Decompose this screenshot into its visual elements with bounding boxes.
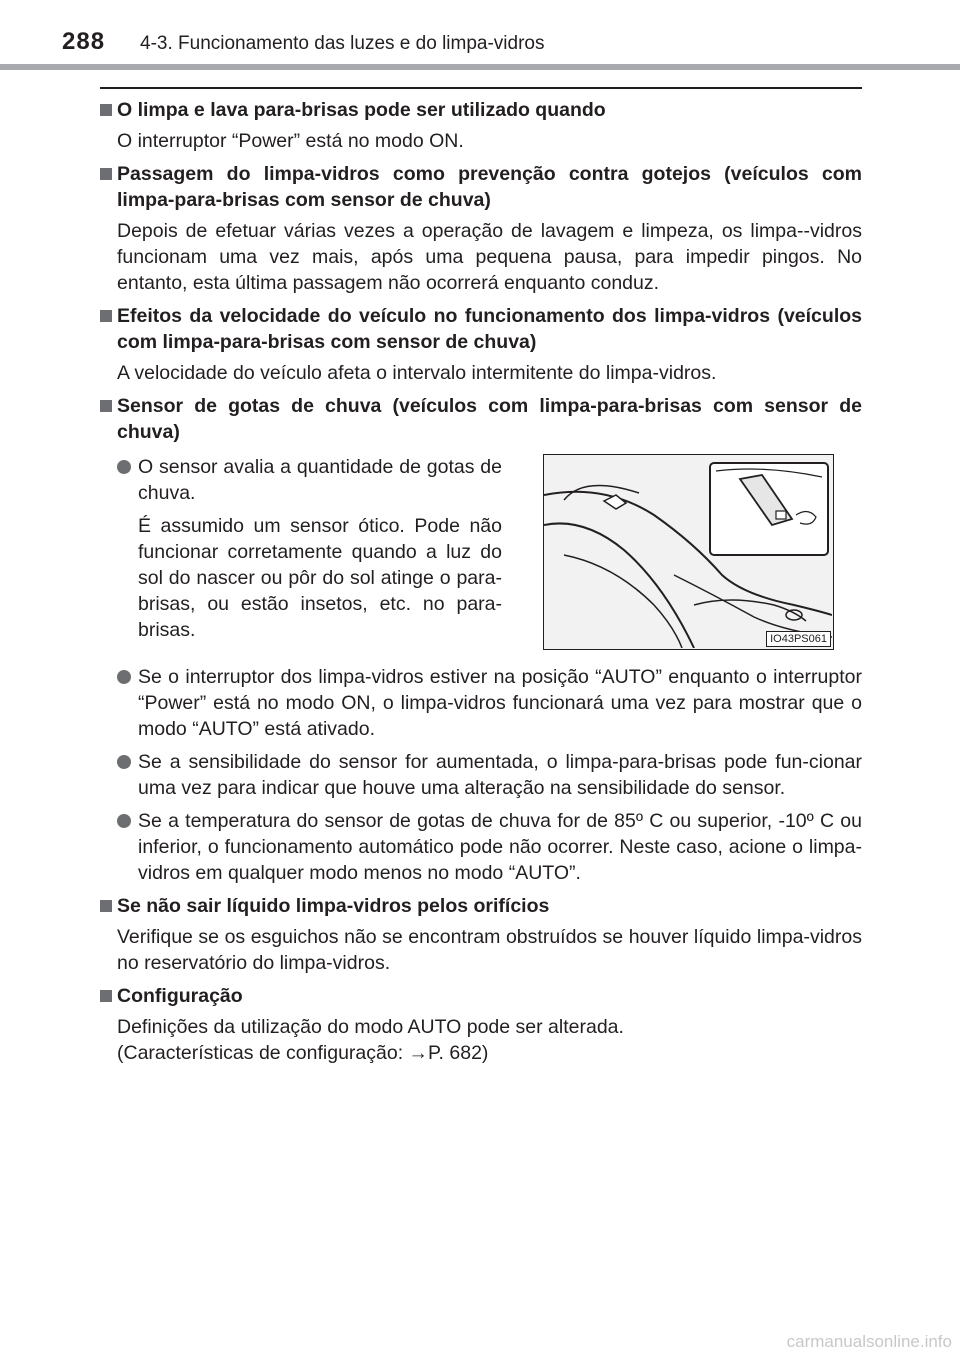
round-bullet-icon <box>117 814 131 828</box>
watermark: carmanualsonline.info <box>786 1332 952 1351</box>
section-heading-text: Sensor de gotas de chuva (veículos com limpa-para-brisas com sensor de chuva) <box>117 395 862 443</box>
section-heading <box>100 983 862 1009</box>
section-heading <box>100 97 862 123</box>
car-windshield-illustration <box>544 455 832 648</box>
section-heading <box>100 393 862 445</box>
section-heading-text: O limpa e lava para-brisas pode ser utilizado quando <box>117 99 606 121</box>
rain-sensor-figure <box>543 454 834 650</box>
round-bullet-icon <box>117 755 131 769</box>
section-heading <box>100 161 862 213</box>
header-rule <box>0 64 960 70</box>
square-bullet-icon <box>100 168 112 180</box>
square-bullet-icon <box>100 400 112 412</box>
section-body: Definições da utilização do modo AUTO pode ser alterada. <box>117 1016 624 1038</box>
section-body: O interruptor “Power” está no modo ON. <box>117 130 464 152</box>
page-number: 288 <box>62 28 106 55</box>
section-heading <box>100 303 862 355</box>
cross-reference-link[interactable]: (Características de configuração: →P. 682) <box>117 1042 489 1064</box>
round-bullet-icon <box>117 670 131 684</box>
section-5 <box>100 893 862 976</box>
bullet-text: Se a sensibilidade do sensor for aumentada, o limpa-para-brisas pode fun-cionar uma vez para indicar que houve uma alteração na sensibilidade do sensor. <box>138 751 862 799</box>
section-1 <box>100 97 862 154</box>
section-4 <box>100 393 862 886</box>
square-bullet-icon <box>100 104 112 116</box>
bullet-text: Se a temperatura do sensor de gotas de chuva for de 85º C ou superior, -10º C ou inferior, o funcionamento automático pode não ocorrer. Neste caso, acione o limpa-vidros em qualquer modo menos no modo “AUTO”. <box>138 810 862 884</box>
bullet-item <box>100 808 862 886</box>
section-rule <box>100 87 862 89</box>
section-2 <box>100 161 862 296</box>
section-body: A velocidade do veículo afeta o intervalo intermitente do limpa-vidros. <box>117 362 717 384</box>
figure-code-label: IO43PS061 <box>766 631 831 647</box>
section-body: Verifique se os esguichos não se encontram obstruídos se houver líquido limpa-vidros no reservatório do limpa-vidros. <box>117 926 862 974</box>
bullet-item <box>100 454 502 506</box>
bullet-item <box>100 749 862 801</box>
section-3 <box>100 303 862 386</box>
section-body: Depois de efetuar várias vezes a operação de lavagem e limpeza, os limpa--vidros funcionam uma vez mais, após uma pequena pausa, para impedir pingos. No entanto, esta última passagem não ocorrerá enquanto conduz. <box>117 220 862 294</box>
section-heading <box>100 893 862 919</box>
page-content <box>100 97 862 1073</box>
square-bullet-icon <box>100 990 112 1002</box>
bullet-text: O sensor avalia a quantidade de gotas de chuva. <box>138 456 502 504</box>
section-heading-text: Passagem do limpa-vidros como prevenção contra gotejos (veículos com limpa-para-brisas com sensor de chuva) <box>117 163 862 211</box>
bullet-text: Se o interruptor dos limpa-vidros estiver na posição “AUTO” enquanto o interruptor “Power” está no modo ON, o limpa-vidros funcionará uma vez para mostrar que o modo “AUTO” está ativado. <box>138 666 862 740</box>
section-heading-text: Efeitos da velocidade do veículo no funcionamento dos limpa-vidros (veículos com limpa-para-brisas com sensor de chuva) <box>117 305 862 353</box>
section-heading-text: Configuração <box>117 985 243 1007</box>
square-bullet-icon <box>100 310 112 322</box>
section-6 <box>100 983 862 1066</box>
square-bullet-icon <box>100 900 112 912</box>
section-heading-text: Se não sair líquido limpa-vidros pelos orifícios <box>117 895 550 917</box>
bullet-item <box>100 664 862 742</box>
bullet-note: É assumido um sensor ótico. Pode não funcionar corretamente quando a luz do sol do nascer ou pôr do sol atinge o para-brisas, ou estão insetos, etc. no para-brisas. <box>138 515 502 641</box>
bullet-with-figure <box>100 454 862 650</box>
header-title: 4-3. Funcionamento das luzes e do limpa-vidros <box>140 33 545 54</box>
figure-text-column <box>100 454 502 643</box>
round-bullet-icon <box>117 460 131 474</box>
